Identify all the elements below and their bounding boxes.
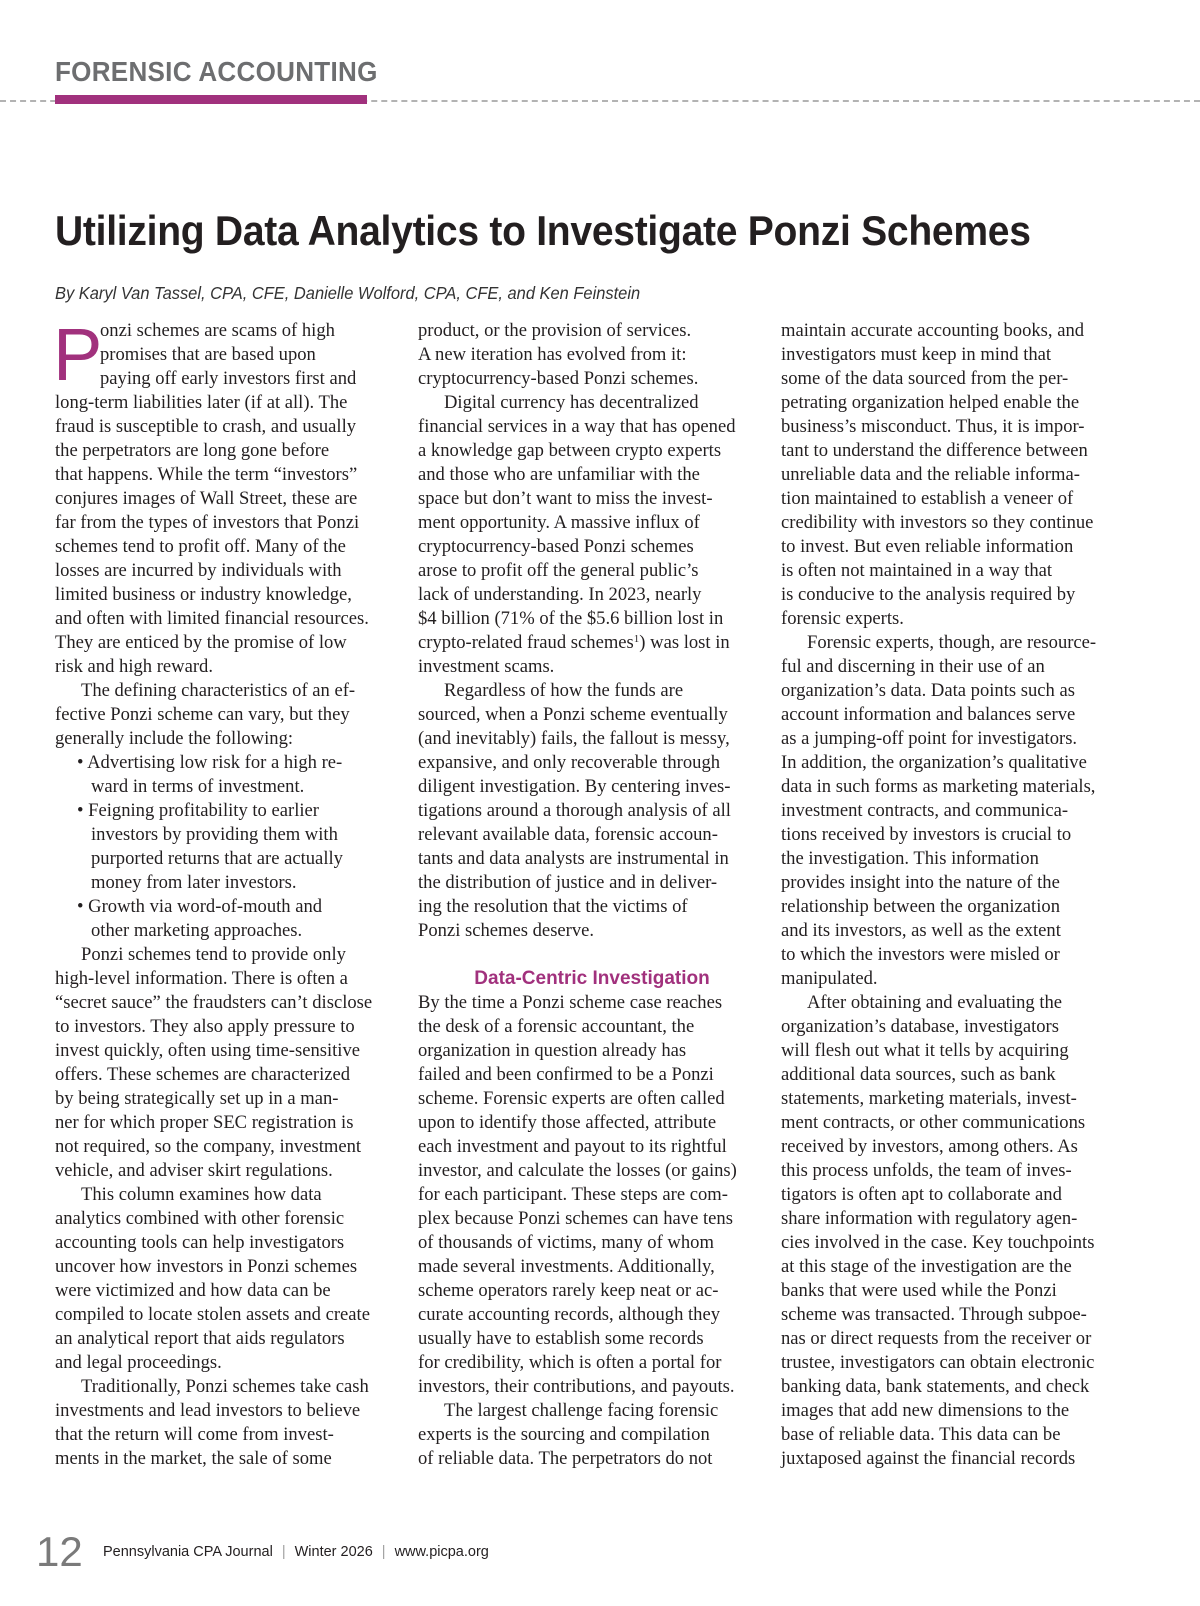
text-line: forensic experts. [781, 608, 904, 629]
text-line: losses are incurred by individuals with [55, 560, 342, 581]
text-line: Forensic experts, though, are resource- [807, 632, 1097, 653]
text-line: maintain accurate accounting books, and [781, 320, 1085, 341]
text-line: relevant available data, forensic accoun- [418, 824, 718, 845]
text-line: is conducive to the analysis required by [781, 584, 1076, 605]
text-line: tigations around a thorough analysis of all [418, 800, 731, 821]
text-line: additional data sources, such as bank [781, 1064, 1056, 1085]
text-line: share information with regulatory agen- [781, 1208, 1078, 1229]
text-line: investors, their contributions, and payouts. [418, 1376, 735, 1397]
text-line: limited business or industry knowledge, [55, 584, 352, 605]
text-line: some of the data sourced from the per- [781, 368, 1069, 389]
text-line: failed and been confirmed to be a Ponzi [418, 1064, 714, 1085]
text-line: tion maintained to establish a veneer of [781, 488, 1074, 509]
text-line: account information and balances serve [781, 704, 1076, 725]
text-line: arose to profit off the general public’s [418, 560, 699, 581]
bullet-line: money from later investors. [91, 872, 297, 893]
text-line: scheme was transacted. Through subpoe- [781, 1304, 1087, 1325]
text-line: upon to identify those affected, attribute [418, 1112, 717, 1133]
text-line: the desk of a forensic accountant, the [418, 1016, 695, 1037]
text-line: and legal proceedings. [55, 1352, 222, 1373]
text-line: tions received by investors is crucial to [781, 824, 1072, 845]
text-line: that the return will come from invest- [55, 1424, 334, 1445]
footnote-marker[interactable]: 1 [633, 633, 640, 645]
page-footer [0, 1500, 1200, 1606]
spacer [418, 943, 766, 967]
text-line: juxtaposed against the financial records [781, 1448, 1076, 1469]
text-line: Digital currency has decentralized [444, 392, 699, 413]
text-line: conjures images of Wall Street, these are [55, 488, 358, 509]
text-line: sourced, when a Ponzi scheme eventually [418, 704, 728, 725]
text-line: this process unfolds, the team of inves- [781, 1160, 1072, 1181]
footer-separator: | [381, 1544, 386, 1560]
text-line: is often not maintained in a way that [781, 560, 1053, 581]
text-line: onzi schemes are scams of high [100, 320, 335, 341]
text-line: ment opportunity. A massive influx of [418, 512, 700, 533]
text-line: curate accounting records, although they [418, 1304, 721, 1325]
text-line: cies involved in the case. Key touchpoints [781, 1232, 1095, 1253]
text-line: manipulated. [781, 968, 878, 989]
text-line: paying off early investors first and [100, 368, 357, 389]
text-line: for credibility, which is often a portal for [418, 1352, 722, 1373]
text-line: were victimized and how data can be [55, 1280, 331, 1301]
text-line: expansive, and only recoverable through [418, 752, 721, 773]
text-line: each investment and payout to its rightful [418, 1136, 727, 1157]
text-line: (and inevitably) fails, the fallout is messy, [418, 728, 730, 749]
text-line: financial services in a way that has opened [418, 416, 736, 437]
text-fragment: ) was lost in [639, 632, 730, 653]
text-line: In addition, the organization’s qualitative [781, 752, 1087, 773]
text-line: by being strategically set up in a man- [55, 1088, 339, 1109]
text-line: ment contracts, or other communications [781, 1112, 1086, 1133]
text-line: and its investors, as well as the extent [781, 920, 1061, 941]
text-line: base of reliable data. This data can be [781, 1424, 1061, 1445]
text-line: ing the resolution that the victims of [418, 896, 688, 917]
text-line: not required, so the company, investment [55, 1136, 362, 1157]
text-line: petrating organization helped enable the [781, 392, 1080, 413]
text-line: to invest. But even reliable information [781, 536, 1074, 557]
text-line: for each participant. These steps are com- [418, 1184, 728, 1205]
website-link[interactable]: www.picpa.org [394, 1544, 489, 1560]
drop-cap: P [53, 313, 103, 396]
text-line: By the time a Ponzi scheme case reaches [418, 992, 723, 1013]
text-line: banks that were used while the Ponzi [781, 1280, 1057, 1301]
text-line: investments and lead investors to believe [55, 1400, 361, 1421]
article-column-2 [418, 319, 766, 1471]
text-line: organization’s data. Data points such as [781, 680, 1075, 701]
text-line: unreliable data and the reliable informa- [781, 464, 1080, 485]
text-line: ful and discerning in their use of an [781, 656, 1045, 677]
article-column-1 [53, 313, 400, 1471]
text-line: trustee, investigators can obtain electronic [781, 1352, 1095, 1373]
text-line: Regardless of how the funds are [444, 680, 684, 701]
text-line: analytics combined with other forensic [55, 1208, 345, 1229]
text-line: risk and high reward. [55, 656, 214, 677]
text-line: ner for which proper SEC registration is [55, 1112, 354, 1133]
text-line: Traditionally, Ponzi schemes take cash [81, 1376, 369, 1397]
page-number: 12 [36, 1528, 83, 1575]
section-subhead: Data-Centric Investigation [474, 968, 710, 989]
text-line: vehicle, and adviser skirt regulations. [55, 1160, 333, 1181]
text-line-footnote [418, 631, 766, 655]
text-line: nas or direct requests from the receiver or [781, 1328, 1092, 1349]
text-line: accounting tools can help investigators [55, 1232, 345, 1253]
bullet-line: purported returns that are actually [91, 848, 343, 869]
section-label: FORENSIC ACCOUNTING [55, 56, 378, 87]
text-line: and those who are unfamiliar with the [418, 464, 700, 485]
text-line: The defining characteristics of an ef- [81, 680, 356, 701]
text-line: compiled to locate stolen assets and create [55, 1304, 370, 1325]
text-line: generally include the following: [55, 728, 294, 749]
text-line: an analytical report that aids regulators [55, 1328, 345, 1349]
section-header [0, 0, 1200, 110]
text-line: diligent investigation. By centering inves- [418, 776, 731, 797]
text-line: plex because Ponzi schemes can have tens [418, 1208, 733, 1229]
text-line: Ponzi schemes tend to provide only [81, 944, 346, 965]
text-line: data in such forms as marketing materials, [781, 776, 1096, 797]
text-line: investment contracts, and communica- [781, 800, 1069, 821]
text-line: relationship between the organization [781, 896, 1060, 917]
text-line: uncover how investors in Ponzi schemes [55, 1256, 358, 1277]
text-line: investor, and calculate the losses (or gains) [418, 1160, 737, 1181]
text-line: provides insight into the nature of the [781, 872, 1060, 893]
text-line: scheme. Forensic experts are often called [418, 1088, 725, 1109]
text-line: of reliable data. The perpetrators do not [418, 1448, 713, 1469]
article-title: Utilizing Data Analytics to Investigate Ponzi Schemes [55, 207, 1031, 254]
text-line: tigators is often apt to collaborate and [781, 1184, 1062, 1205]
text-line: usually have to establish some records [418, 1328, 704, 1349]
text-line: as a jumping-off point for investigators. [781, 728, 1078, 749]
text-line: received by investors, among others. As [781, 1136, 1078, 1157]
text-line: investigators must keep in mind that [781, 344, 1052, 365]
text-line: tant to understand the difference between [781, 440, 1088, 461]
text-line: After obtaining and evaluating the [807, 992, 1063, 1013]
footer-separator: | [281, 1544, 286, 1560]
text-line: fraud is susceptible to crash, and usually [55, 416, 357, 437]
text-line: credibility with investors so they continue [781, 512, 1094, 533]
text-line: at this stage of the investigation are the [781, 1256, 1072, 1277]
text-line: They are enticed by the promise of low [55, 632, 347, 653]
text-line: schemes tend to profit off. Many of the [55, 536, 346, 557]
text-line: banking data, bank statements, and check [781, 1376, 1090, 1397]
bullet-line: other marketing approaches. [91, 920, 303, 941]
text-line: of thousands of victims, many of whom [418, 1232, 714, 1253]
text-line: to which the investors were misled or [781, 944, 1060, 965]
text-line: offers. These schemes are characterized [55, 1064, 351, 1085]
text-line: space but don’t want to miss the invest- [418, 488, 713, 509]
issue-date: Winter 2026 [294, 1544, 373, 1560]
bullet-line: ward in terms of investment. [91, 776, 305, 797]
text-line: scheme operators rarely keep neat or ac- [418, 1280, 719, 1301]
text-line: long-term liabilities later (if at all). The [55, 392, 348, 413]
text-line: far from the types of investors that Ponzi [55, 512, 360, 533]
bullet-line: • Feigning profitability to earlier [77, 800, 319, 821]
text-line: organization’s database, investigators [781, 1016, 1059, 1037]
text-line: will flesh out what it tells by acquiring [781, 1040, 1069, 1061]
publication-name: Pennsylvania CPA Journal [103, 1544, 273, 1560]
text-fragment: crypto-related fraud schemes [418, 632, 634, 653]
text-line: images that add new dimensions to the [781, 1400, 1070, 1421]
text-line: experts is the sourcing and compilation [418, 1424, 710, 1445]
text-line: fective Ponzi scheme can vary, but they [55, 704, 350, 725]
text-line: the investigation. This information [781, 848, 1039, 869]
bullet-line: • Growth via word-of-mouth and [77, 896, 323, 917]
bullet-line: investors by providing them with [91, 824, 338, 845]
article-byline: By Karyl Van Tassel, CPA, CFE, Danielle Wolford, CPA, CFE, and Ken Feinstein [55, 283, 641, 303]
text-line: made several investments. Additionally, [418, 1256, 715, 1277]
text-line: business’s misconduct. Thus, it is impor- [781, 416, 1085, 437]
text-line: lack of understanding. In 2023, nearly [418, 584, 702, 605]
text-line: statements, marketing materials, invest- [781, 1088, 1077, 1109]
text-line: The largest challenge facing forensic [444, 1400, 719, 1421]
article-column-3 [781, 319, 1126, 1471]
footer-info [103, 1544, 489, 1560]
text-line: a knowledge gap between crypto experts [418, 440, 722, 461]
text-line: promises that are based upon [100, 344, 316, 365]
text-line: that happens. While the term “investors” [55, 464, 358, 485]
text-line: This column examines how data [81, 1184, 322, 1205]
text-line: cryptocurrency-based Ponzi schemes. [418, 368, 699, 389]
text-line: $4 billion (71% of the $5.6 billion lost in [418, 608, 724, 629]
text-line: A new iteration has evolved from it: [418, 344, 687, 365]
bullet-line: • Advertising low risk for a high re- [77, 752, 343, 773]
text-line: tants and data analysts are instrumental in [418, 848, 729, 869]
text-line: the distribution of justice and in deliver- [418, 872, 718, 893]
text-line: to investors. They also apply pressure to [55, 1016, 355, 1037]
text-line: organization in question already has [418, 1040, 687, 1061]
text-line: investment scams. [418, 656, 555, 677]
text-line: the perpetrators are long gone before [55, 440, 330, 461]
text-line: ments in the market, the sale of some [55, 1448, 332, 1469]
text-line: cryptocurrency-based Ponzi schemes [418, 536, 694, 557]
text-line: product, or the provision of services. [418, 320, 692, 341]
text-line: high-level information. There is often a [55, 968, 348, 989]
text-line: Ponzi schemes deserve. [418, 920, 595, 941]
section-accent-bar [55, 95, 367, 104]
text-line: invest quickly, often using time-sensitive [55, 1040, 361, 1061]
text-line: “secret sauce” the fraudsters can’t disclose [55, 992, 373, 1013]
text-line: and often with limited financial resources. [55, 608, 369, 629]
